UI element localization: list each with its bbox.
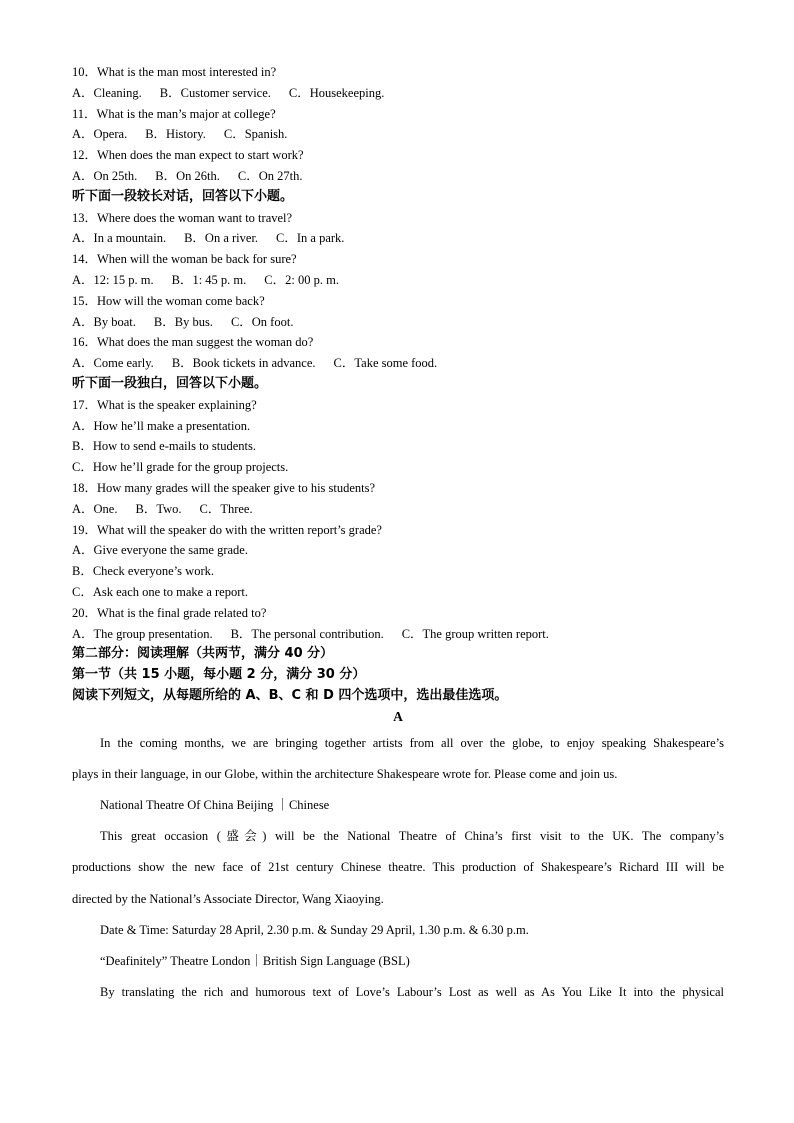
paragraph-line: directed by the National’s Associate Director, Wang Xiaoying. xyxy=(72,891,384,906)
option-a: A．12: 15 p. m. xyxy=(72,272,154,287)
question-17-option-b: B．How to send e-mails to students. xyxy=(72,439,257,454)
option-b: B．1: 45 p. m. xyxy=(171,272,247,287)
option-b: B．Book tickets in advance. xyxy=(171,356,316,371)
option-c: C．On foot. xyxy=(230,314,294,329)
question-17-option-c: C．How he’ll grade for the group projects. xyxy=(72,460,289,475)
question-10-stem: 10．What is the man most interested in? xyxy=(72,65,277,79)
question-12-options xyxy=(72,166,724,187)
question-18-stem: 18．How many grades will the speaker give to his students? xyxy=(72,480,376,495)
question-12-stem: 12．When does the man expect to start work? xyxy=(72,148,304,163)
option-c: C．The group written report. xyxy=(401,626,549,641)
section-heading-monologue: 听下面一段独白，回答以下小题。 xyxy=(72,375,268,391)
question-13-stem: 13．Where does the woman want to travel? xyxy=(72,210,293,225)
option-b: B．By bus. xyxy=(153,314,213,329)
option-b: B．Two. xyxy=(135,501,182,516)
question-10-options xyxy=(72,83,724,104)
question-15-options xyxy=(72,312,724,333)
venue-heading-deafinitely: “Deafinitely” Theatre London｜British Sign Language (BSL) xyxy=(100,953,410,968)
option-b: B．History. xyxy=(145,127,206,142)
option-a: A．In a mountain. xyxy=(72,231,167,246)
question-20-stem: 20．What is the final grade related to? xyxy=(72,605,267,620)
option-b: B．The personal contribution. xyxy=(230,626,384,641)
option-b: B．On a river. xyxy=(184,231,259,246)
question-11-options xyxy=(72,124,724,145)
question-19-option-c: C．Ask each one to make a report. xyxy=(72,584,248,599)
question-19-option-a: A．Give everyone the same grade. xyxy=(72,543,248,558)
option-a: A．Cleaning. xyxy=(72,85,142,100)
venue-heading-china: National Theatre Of China Beijing ｜Chinese xyxy=(100,797,330,812)
paragraph-line: productions show the new face of 21st century Chinese theatre. This production of Shakespeare’s Richard III will be xyxy=(72,860,724,875)
section-title: 第一节（共 15 小题，每小题 2 分，满分 30 分） xyxy=(72,667,366,683)
option-c: C．Spanish. xyxy=(223,127,288,142)
passage-letter: A xyxy=(393,708,403,724)
option-c: C．2: 00 p. m. xyxy=(264,272,339,287)
paragraph-line: In the coming months, we are bringing together artists from all over the globe, to enjoy speaking Shakespeare’s xyxy=(100,735,724,750)
option-c: C．Housekeeping. xyxy=(288,85,385,100)
passage-paragraph-1 xyxy=(72,728,724,790)
question-14-options xyxy=(72,270,724,291)
option-a: A．One. xyxy=(72,501,118,516)
question-17-stem: 17．What is the speaker explaining? xyxy=(72,397,257,412)
exam-page xyxy=(72,62,724,1008)
question-20-options xyxy=(72,624,724,645)
question-16-stem: 16．What does the man suggest the woman do? xyxy=(72,335,314,350)
question-17-option-a: A．How he’ll make a presentation. xyxy=(72,418,251,433)
paragraph-line: plays in their language, in our Globe, within the architecture Shakespeare wrote for. Please come and join us. xyxy=(72,766,618,781)
question-19-option-b: B．Check everyone’s work. xyxy=(72,564,214,579)
date-time: Date & Time: Saturday 28 April, 2.30 p.m. & Sunday 29 April, 1.30 p.m. & 6.30 p.m. xyxy=(100,922,529,937)
option-b: B．On 26th. xyxy=(155,168,220,183)
option-a: A．The group presentation. xyxy=(72,626,213,641)
option-c: C．Take some food. xyxy=(333,356,438,371)
passage-paragraph-2 xyxy=(72,821,724,915)
question-15-stem: 15．How will the woman come back? xyxy=(72,293,265,308)
paragraph-line: This great occasion (盛会) will be the National Theatre of China’s first visit to the UK. The company’s xyxy=(100,829,724,844)
option-c: C．In a park. xyxy=(276,231,345,246)
option-a: A．Come early. xyxy=(72,356,154,371)
option-c: C．Three. xyxy=(199,501,253,516)
option-a: A．On 25th. xyxy=(72,168,138,183)
question-19-stem: 19．What will the speaker do with the written report’s grade? xyxy=(72,522,382,537)
section-heading-long-dialogue: 听下面一段较长对话，回答以下小题。 xyxy=(72,188,294,204)
question-18-options xyxy=(72,499,724,520)
part-title: 第二部分：阅读理解（共两节，满分 40 分） xyxy=(72,646,334,662)
question-13-options xyxy=(72,228,724,249)
passage-paragraph-3: By translating the rich and humorous text of Love’s Labour’s Lost as well as As You Like It into the physical xyxy=(100,985,724,1000)
option-a: A．Opera. xyxy=(72,127,128,142)
option-a: A．By boat. xyxy=(72,314,136,329)
option-b: B．Customer service. xyxy=(159,85,271,100)
reading-instruction: 阅读下列短文，从每题所给的 A、B、C 和 D 四个选项中，选出最佳选项。 xyxy=(72,687,508,703)
option-c: C．On 27th. xyxy=(237,168,303,183)
question-14-stem: 14．When will the woman be back for sure? xyxy=(72,252,297,267)
question-11-stem: 11．What is the man’s major at college? xyxy=(72,106,276,121)
question-16-options xyxy=(72,353,724,374)
